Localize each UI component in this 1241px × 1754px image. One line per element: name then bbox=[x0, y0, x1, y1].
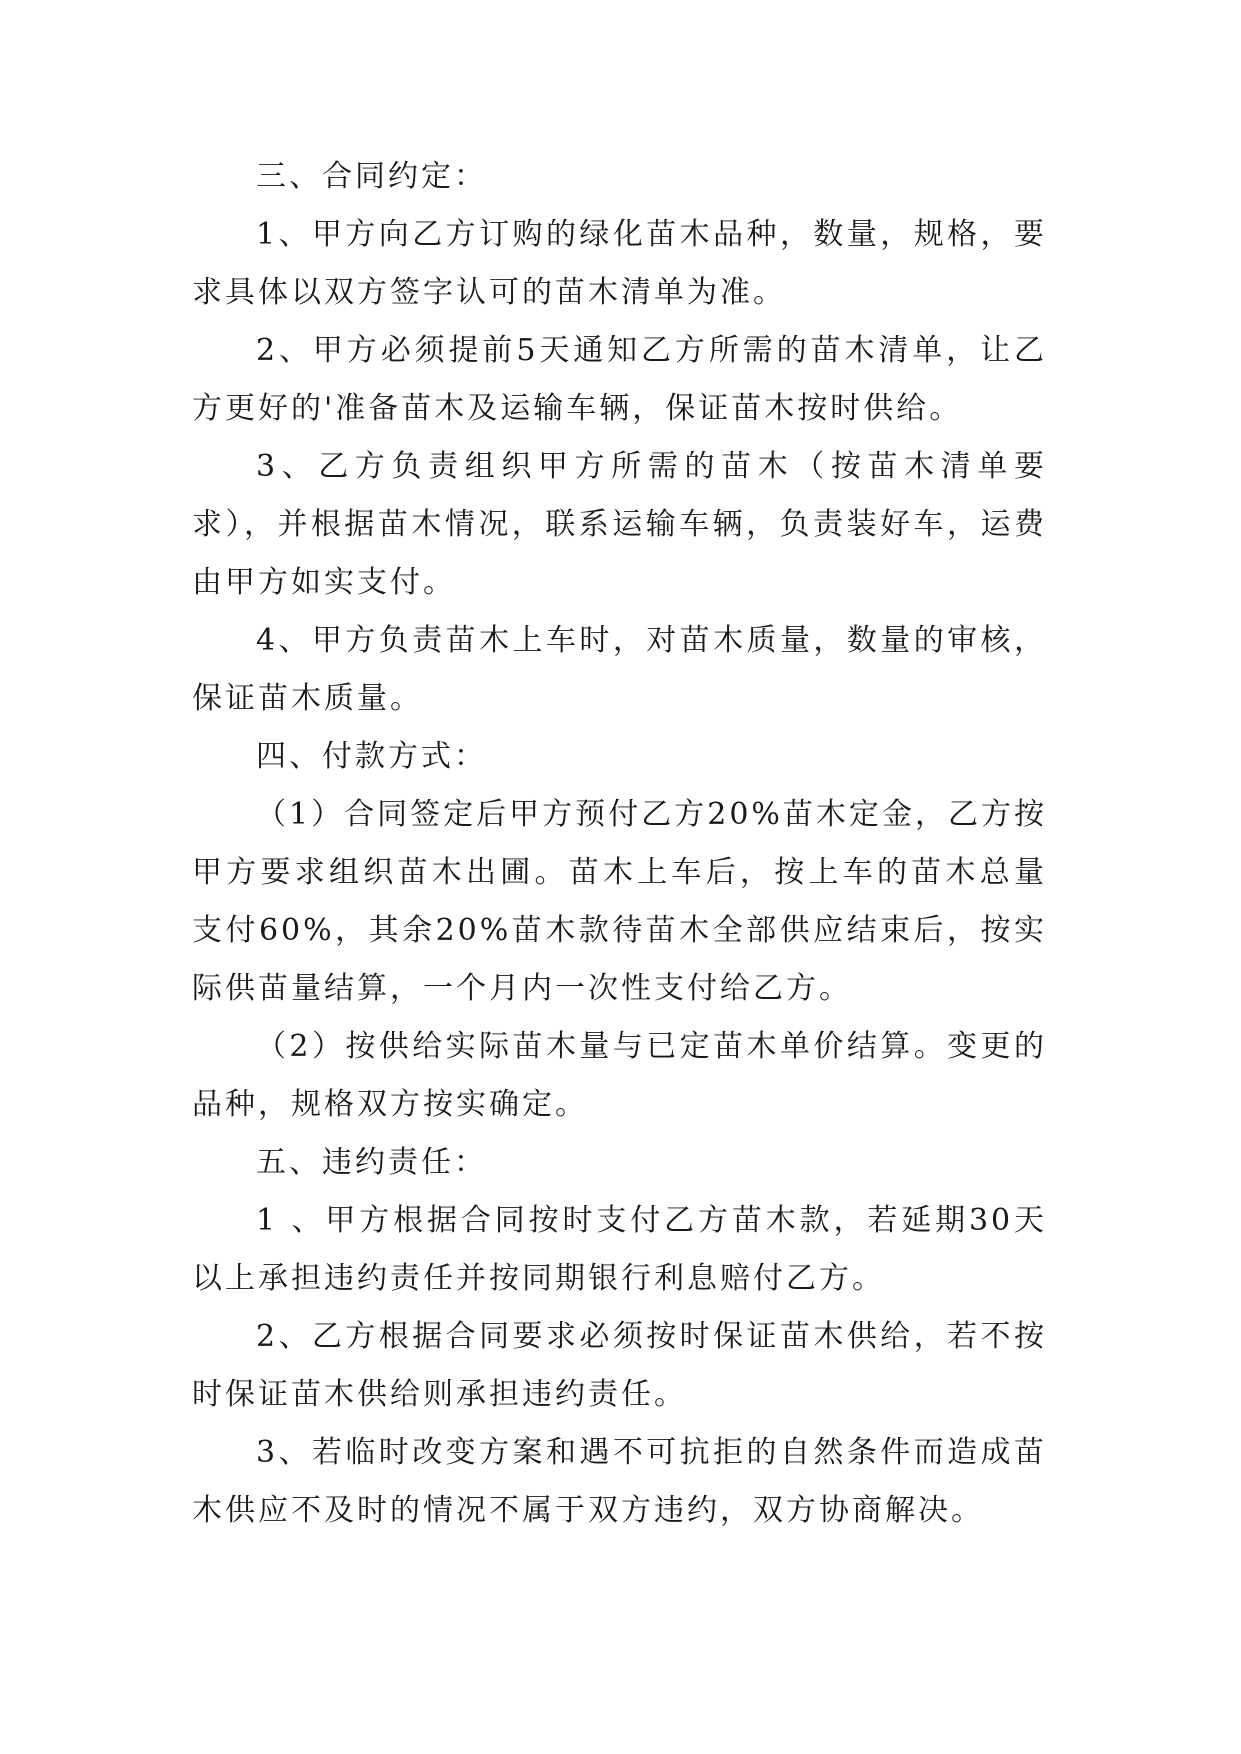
clause-paragraph: 1、甲方向乙方订购的绿化苗木品种，数量，规格，要求具体以双方签字认可的苗木清单为准。 bbox=[192, 217, 1047, 310]
clause-paragraph: 1 、甲方根据合同按时支付乙方苗木款，若延期30天以上承担违约责任并按同期银行利息赔付乙方。 bbox=[192, 1203, 1047, 1296]
document-body bbox=[192, 148, 1047, 1540]
clause-paragraph: 3、若临时改变方案和遇不可抗拒的自然条件而造成苗木供应不及时的情况不属于双方违约，双方协商解决。 bbox=[192, 1435, 1047, 1528]
clause-paragraph: 4、甲方负责苗木上车时，对苗木质量，数量的审核，保证苗木质量。 bbox=[192, 623, 1047, 716]
clause-paragraph: 2、甲方必须提前5天通知乙方所需的苗木清单，让乙方更好的'准备苗木及运输车辆，保证苗木按时供给。 bbox=[192, 333, 1047, 426]
section-heading-contract-terms: 三、合同约定： bbox=[256, 159, 487, 194]
clause-paragraph: 3、乙方负责组织甲方所需的苗木（按苗木清单要求），并根据苗木情况，联系运输车辆，负责装好车，运费由甲方如实支付。 bbox=[192, 449, 1047, 600]
section-heading-breach-liability: 五、违约责任： bbox=[256, 1145, 487, 1180]
section-heading-payment-method: 四、付款方式： bbox=[256, 739, 487, 774]
clause-paragraph: 2、乙方根据合同要求必须按时保证苗木供给，若不按时保证苗木供给则承担违约责任。 bbox=[192, 1319, 1047, 1412]
clause-paragraph: （2）按供给实际苗木量与已定苗木单价结算。变更的品种，规格双方按实确定。 bbox=[192, 1029, 1047, 1122]
clause-paragraph: （1）合同签定后甲方预付乙方20%苗木定金，乙方按甲方要求组织苗木出圃。苗木上车后，按上车的苗木总量支付60%，其余20%苗木款待苗木全部供应结束后，按实际供苗量结算，一个月内一次性支付给乙方。 bbox=[192, 797, 1047, 1006]
